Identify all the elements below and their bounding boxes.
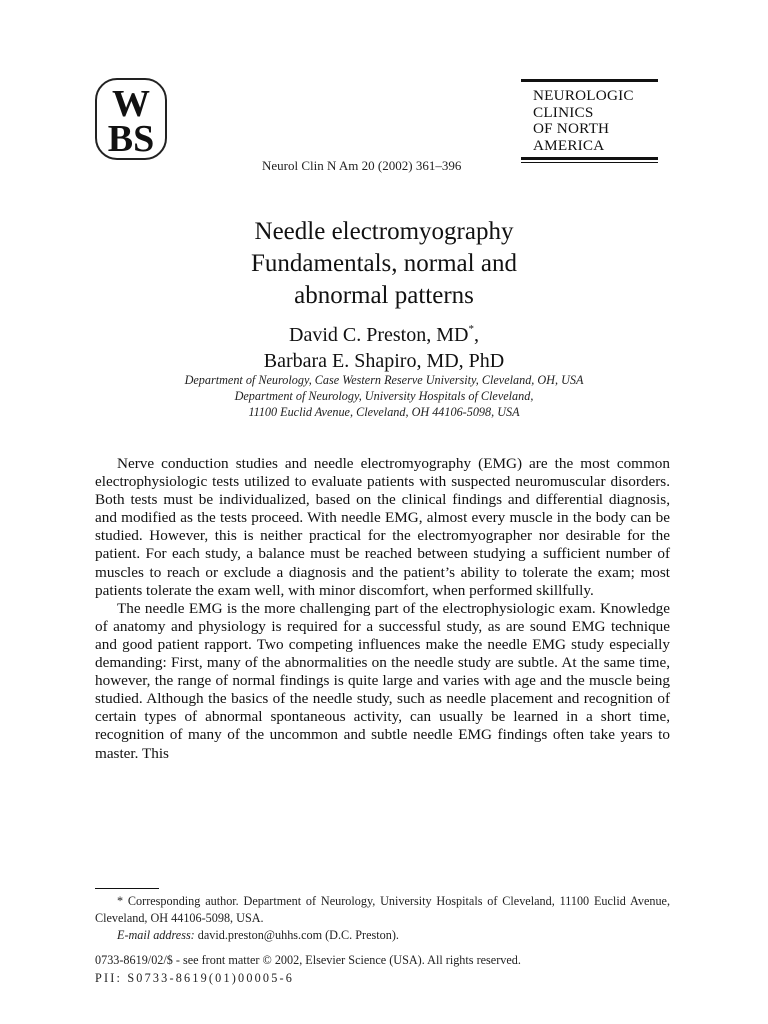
journal-name [521, 88, 658, 154]
corresponding-author-mark[interactable]: * [468, 323, 474, 335]
masthead-bottom-rule [521, 157, 658, 163]
copyright-line: 0733-8619/02/$ - see front matter © 2002, Elsevier Science (USA). All rights reserved. [95, 953, 521, 967]
email-address-link[interactable]: david.preston@uhhs.com (D.C. Preston). [194, 928, 399, 942]
author-list [0, 316, 768, 374]
author-separator: , [473, 324, 479, 346]
footnote [95, 893, 670, 944]
body-paragraph: Nerve conduction studies and needle electromyography (EMG) are the most common electrophysiologic tests utilized to evaluate patients with suspected neuromuscular disorders. Both tests must be individualized, based on the clinical findings and differential diagnosis, and modified as the tests proceed. With needle EMG, almost every muscle in the body can be studied. However, this is neither practical for the electromyographer nor desirable for the patient. For each study, a balance must be reached between studying a sufficient number of muscles to reach or exclude a diagnosis and the patient’s ability to tolerate the exam; most patients tolerate the exam well, with minor discomfort, when performed skillfully. [95, 455, 670, 599]
journal-citation: Neurol Clin N Am 20 (2002) 361–396 [262, 158, 462, 173]
journal-name-line: CLINICS [533, 103, 594, 121]
author-1-name: David C. Preston, MD [289, 324, 469, 346]
publication-info [95, 951, 521, 987]
publisher-logo [95, 78, 167, 160]
journal-name-line: AMERICA [533, 136, 605, 154]
affiliation-line: 11100 Euclid Avenue, Cleveland, OH 44106-5098, USA [248, 405, 520, 419]
masthead-top-rule [521, 79, 658, 82]
body-paragraph: The needle EMG is the more challenging part of the electrophysiologic exam. Knowledge of anatomy and physiology is required for a successful study, as are sound EMG technique and good patient rapport. Two competing influences make the needle EMG study especially demanding: First, many of the abnormalities on the needle study are subtle. At the same time, however, the range of normal findings is quite large and varies with age and the muscle being studied. Although the basics of the needle study, such as needle placement and recognition of certain types of abnormal spontaneous activity, can usually be learned in a short time, recognition of many of the uncommon and subtle needle EMG findings often take years to master. This [95, 599, 670, 762]
journal-name-line: NEUROLOGIC [533, 87, 634, 104]
publisher-logo-mark [97, 80, 165, 158]
footnote-email [95, 927, 670, 944]
journal-masthead [521, 79, 658, 163]
journal-name-line: OF NORTH [533, 120, 610, 137]
affiliations [0, 372, 768, 420]
title-line: Fundamentals, normal and [251, 250, 517, 277]
logo-letters-bottom: BS [107, 118, 155, 158]
title-line: abnormal patterns [294, 282, 474, 309]
article-title [0, 216, 768, 312]
author-2: Barbara E. Shapiro, MD, PhD [263, 350, 505, 372]
footnote-rule [95, 888, 159, 889]
footnote-text: * Corresponding author. Department of Neurology, University Hospitals of Cleveland, 11100 Euclid Avenue, Cleveland, OH 44106-5098, USA. [95, 894, 670, 925]
pii-line: PII: S0733-8619(01)00005-6 [95, 971, 295, 985]
affiliation-line: Department of Neurology, Case Western Reserve University, Cleveland, OH, USA [184, 373, 584, 387]
article-body [95, 455, 670, 763]
affiliation-line: Department of Neurology, University Hospitals of Cleveland, [234, 389, 534, 403]
author-1 [0, 316, 768, 348]
logo-letters-top: W [112, 83, 150, 125]
email-label: E-mail address: [117, 928, 195, 942]
title-line: Needle electromyography [254, 218, 514, 245]
